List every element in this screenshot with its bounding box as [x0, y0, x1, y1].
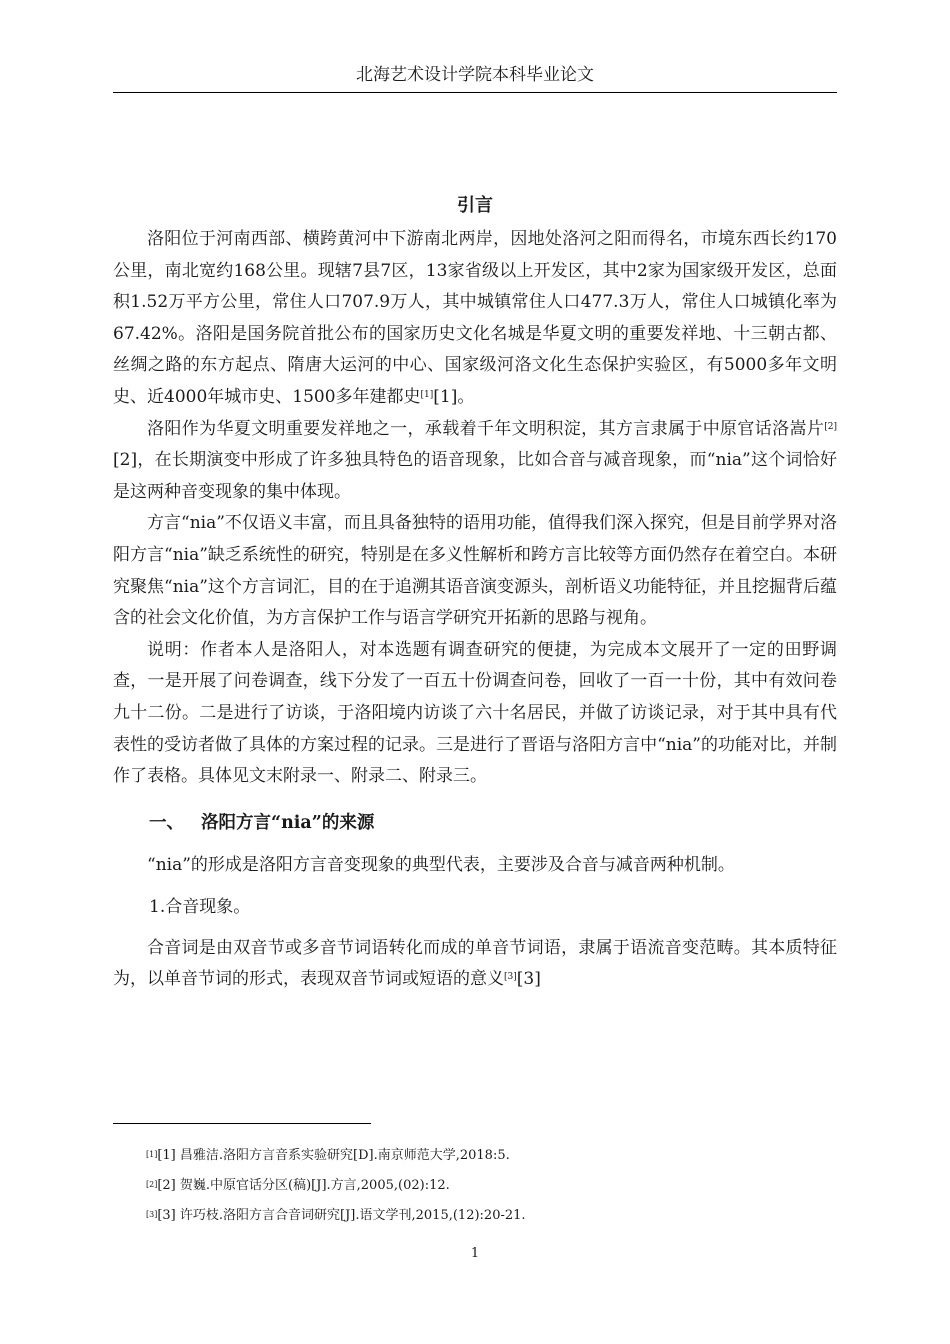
subsection-heading: 1.合音现象。	[149, 896, 251, 917]
chapter-p2-text: 合音词是由双音节或多音节词语转化而成的单音节词语，隶属于语流音变范畴。其本质特征为，以单音节词的形式，表现双音节词或短语的意义	[113, 937, 837, 990]
footnote-item	[146, 1141, 836, 1171]
footnote-marker: [2]	[146, 1180, 158, 1189]
intro-paragraph-3: 方言“nia”不仅语义丰富，而且具备独特的语用功能，值得我们深入探究，但是目前学界对洛阳方言“nia”缺乏系统性的研究，特别是在多义性解析和跨方言比较等方面仍然存在着空白。本研究聚焦“nia”这个方言词汇，目的在于追溯其语音演变源头，剖析语义功能特征，并且挖掘背后蕴含的社会文化价值，为方言保护工作与语言学研究开拓新的思路与视角。	[113, 513, 837, 629]
footnote-ref-2[interactable]: [2]	[824, 421, 837, 432]
section-title: 引言	[457, 195, 493, 216]
footnote-item	[146, 1171, 836, 1201]
citation-1: [1]。	[433, 386, 475, 407]
footnote-marker: [1]	[146, 1150, 158, 1159]
footnote-ref-3[interactable]: [3]	[504, 972, 517, 983]
main-content	[113, 190, 837, 996]
footnote-text: [2] 贺巍.中原官话分区(稿)[J].方言,2005,(02):12.	[157, 1178, 450, 1193]
page-header: 北海艺术设计学院本科毕业论文	[356, 65, 594, 85]
chapter-paragraph-2	[113, 933, 837, 996]
header-divider	[113, 92, 837, 93]
chapter-paragraph-1: “nia”的形成是洛阳方言音变现象的典型代表，主要涉及合音与减音两种机制。	[147, 854, 735, 875]
chapter-title: 洛阳方言“nia”的来源	[201, 812, 375, 833]
chapter-number: 一、	[149, 812, 184, 833]
footnote-marker: [3]	[146, 1210, 158, 1219]
intro-paragraph-2	[113, 414, 837, 509]
citation-3: [3]	[516, 969, 541, 990]
footnote-text: [1] 昌雅洁.洛阳方言音系实验研究[D].南京师范大学,2018:5.	[157, 1148, 510, 1163]
footnote-ref-1[interactable]: [1]	[420, 389, 434, 400]
page-number: 1	[470, 1246, 480, 1261]
footnote-divider	[113, 1123, 371, 1124]
intro-p2-text: 洛阳作为华夏文明重要发祥地之一，承载着千年文明积淀，其方言隶属于中原官话洛嵩片	[147, 418, 825, 439]
footnote-text: [3] 许巧枝.洛阳方言合音词研究[J].语文学刊,2015,(12):20-21.	[157, 1208, 526, 1223]
footnotes	[146, 1141, 836, 1231]
chapter-heading	[113, 807, 837, 839]
intro-p1-text: 洛阳位于河南西部、横跨黄河中下游南北两岸，因地处洛河之阳而得名，市境东西长约170公里，南北宽约168公里。现辖7县7区，13家省级以上开发区，其中2家为国家级开发区，总面积1.52万平方公里，常住人口707.9万人，其中城镇常住人口477.3万人，常住人口城镇化率为67.42%。洛阳是国务院首批公布的国家历史文化名城是华夏文明的重要发祥地、十三朝古都、丝绸之路的东方起点、隋唐大运河的中心、国家级河洛文化生态保护实验区，有5000多年文明史、近4000年城市史、1500多年建都史	[113, 229, 837, 407]
intro-paragraph-4: 说明：作者本人是洛阳人，对本选题有调查研究的便捷，为完成本文展开了一定的田野调查，一是开展了问卷调查，线下分发了一百五十份调查问卷，回收了一百一十份，其中有效问卷九十二份。二是进行了访谈，于洛阳境内访谈了六十名居民，并做了访谈记录，对于其中具有代表性的受访者做了具体的方案过程的记录。三是进行了晋语与洛阳方言中“nia”的功能对比，并制作了表格。具体见文末附录一、附录二、附录三。	[113, 639, 837, 787]
intro-p2-tail: [2]，在长期演变中形成了许多独具特色的语音现象，比如合音与减音现象，而“nia”这个词恰好是这两种音变现象的集中体现。	[113, 450, 837, 502]
footnote-item	[146, 1201, 836, 1231]
intro-paragraph-1	[113, 224, 837, 414]
